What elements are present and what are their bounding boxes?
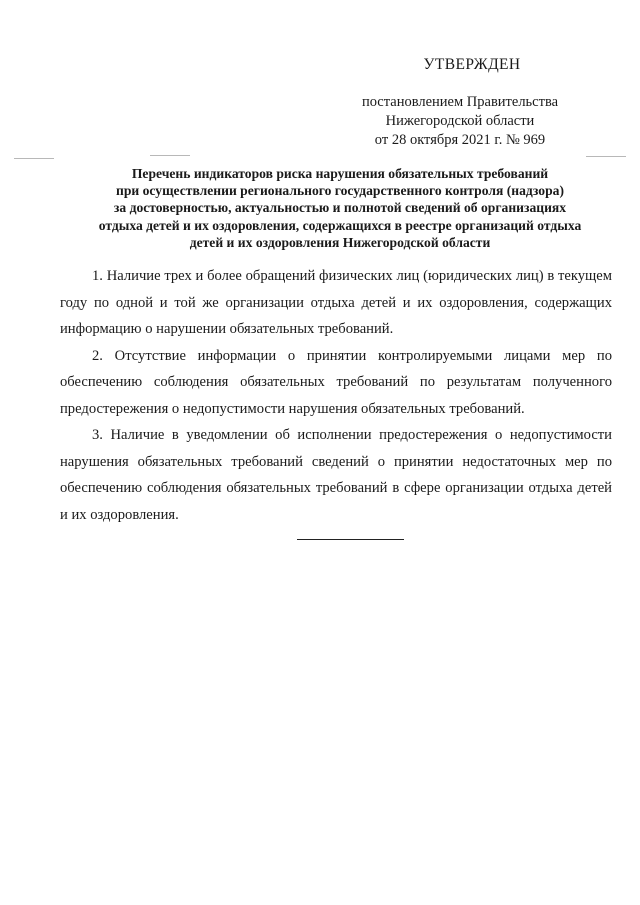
indicator-item: 3. Наличие в уведомлении об исполнении предостережения о недопустимости нарушения обязательных требований сведений о принятии недостаточных мер по обеспечению соблюдения обязательных требований в сфере организации отдыха детей и их оздоровления. xyxy=(60,427,612,523)
approval-line: Нижегородской области xyxy=(385,113,535,129)
scan-speck xyxy=(14,158,54,159)
approval-line: от 28 октября 2021 г. № 969 xyxy=(374,132,546,148)
indicator-item: 2. Отсутствие информации о принятии контролируемыми лицами мер по обеспечению соблюдения обязательных требований по результатам полученного предостережения о недопустимости нарушения обязательных требований. xyxy=(60,347,612,417)
scan-speck xyxy=(150,155,190,156)
approval-block xyxy=(340,56,580,150)
scan-speck xyxy=(586,156,626,157)
indicator-item: 1. Наличие трех и более обращений физических лиц (юридических лиц) в текущем году по одной и той же организации отдыха детей и их оздоровления, содержащих информацию о нарушении обязательных требований. xyxy=(60,268,612,337)
approval-stamp: УТВЕРЖДЕН xyxy=(423,56,521,73)
title-line: отдыха детей и их оздоровления, содержащихся в реестре организаций отдыха xyxy=(98,217,582,233)
title-line: детей и их оздоровления Нижегородской области xyxy=(189,234,491,250)
title-line: за достоверностью, актуальностью и полнотой сведений об организациях xyxy=(113,200,567,216)
document-title xyxy=(60,165,620,251)
title-line: Перечень индикаторов риска нарушения обязательных требований xyxy=(131,166,549,181)
indicator-list xyxy=(60,263,612,528)
end-divider xyxy=(297,539,404,540)
approval-line: постановлением Правительства xyxy=(361,94,559,110)
title-line: при осуществлении регионального государственного контроля (надзора) xyxy=(116,183,564,199)
